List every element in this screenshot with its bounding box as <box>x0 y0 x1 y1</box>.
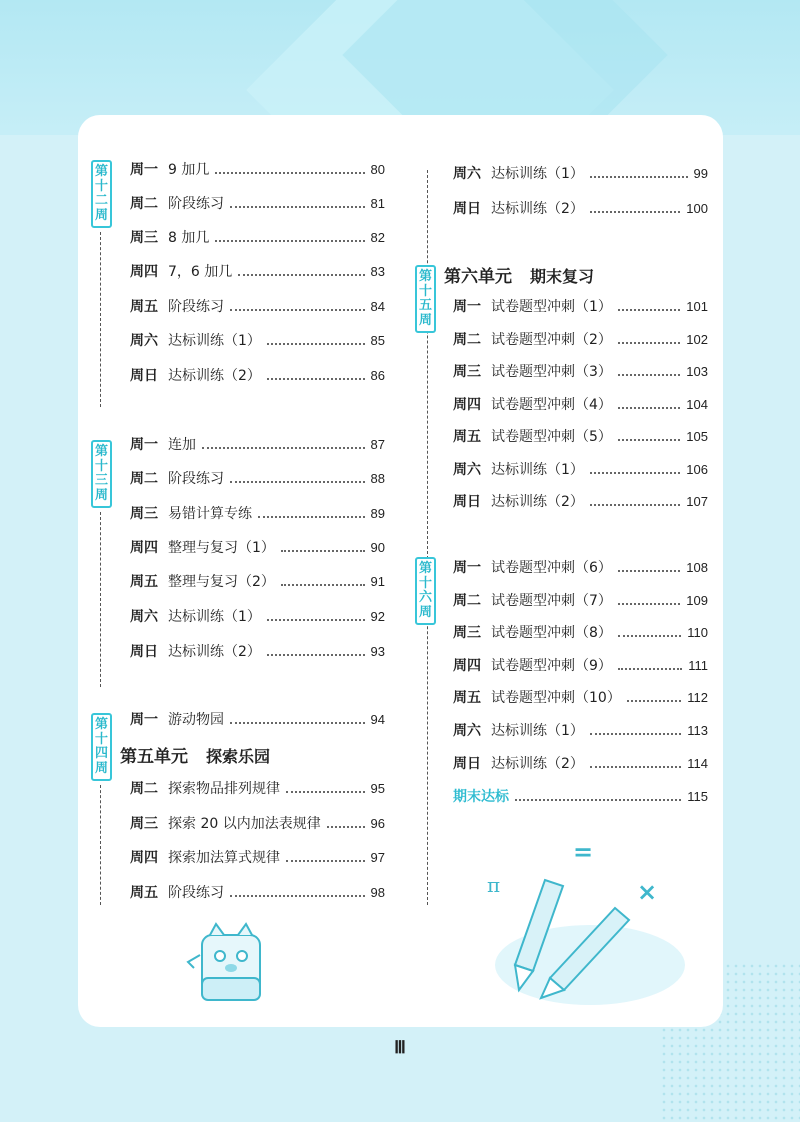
toc-entry[interactable]: 周一 连加 87 <box>130 436 385 453</box>
unit-5-heading: 第五单元 探索乐园 <box>120 747 271 767</box>
page-number: Ⅲ <box>394 1038 406 1057</box>
toc-entry[interactable]: 周六 达标训练（1） 99 <box>453 165 708 182</box>
toc-entry[interactable]: 周五 试卷题型冲刺（5） 105 <box>453 428 708 445</box>
toc-entry[interactable]: 周四 探索加法算式规律 97 <box>130 849 385 866</box>
week-12-tag: 第十二周 <box>91 160 112 228</box>
week-14-line <box>100 785 101 905</box>
toc-entry[interactable]: 周三 探索 20 以内加法表规律 96 <box>130 815 385 832</box>
toc-entry[interactable]: 周二 阶段练习 88 <box>130 470 385 487</box>
toc-entry[interactable]: 周二 试卷题型冲刺（2） 102 <box>453 331 708 348</box>
toc-entry[interactable]: 周六 达标训练（1） 106 <box>453 461 708 478</box>
toc-entry[interactable]: 周日 达标训练（2） 107 <box>453 493 708 510</box>
toc-entry[interactable]: 周五 整理与复习（2） 91 <box>130 573 385 590</box>
toc-entry[interactable]: 周日 达标训练（2） 86 <box>130 367 385 384</box>
pi-symbol: π <box>487 873 501 897</box>
times-symbol: × <box>637 878 658 906</box>
toc-entry[interactable]: 周日 达标训练（2） 93 <box>130 643 385 660</box>
toc-entry[interactable]: 周日 达标训练（2） 100 <box>453 200 708 217</box>
toc-entry[interactable]: 周四 7，6 加几 83 <box>130 263 385 280</box>
toc-entry[interactable]: 周四 整理与复习（1） 90 <box>130 539 385 556</box>
toc-entry[interactable]: 周三 试卷题型冲刺（8） 110 <box>453 624 708 641</box>
toc-entry-final[interactable]: 期末达标 115 <box>453 788 708 805</box>
toc-entry[interactable]: 周一 试卷题型冲刺（1） 101 <box>453 298 708 315</box>
toc-entry[interactable]: 周日 达标训练（2） 114 <box>453 755 708 772</box>
toc-entry[interactable]: 周一 试卷题型冲刺（6） 108 <box>453 559 708 576</box>
week-12-line <box>100 232 101 407</box>
toc-entry[interactable]: 周三 易错计算专练 89 <box>130 505 385 522</box>
toc-entry[interactable]: 周五 试卷题型冲刺（10） 112 <box>453 689 708 706</box>
toc-entry[interactable]: 周四 试卷题型冲刺（9） 111 <box>453 657 708 674</box>
unit-6-heading: 第六单元 期末复习 <box>444 267 595 287</box>
toc-entry[interactable]: 周二 试卷题型冲刺（7） 109 <box>453 592 708 609</box>
week-13-line <box>100 512 101 687</box>
sharpener-mascot-illustration <box>180 910 290 1020</box>
toc-entry[interactable]: 周六 达标训练（1） 92 <box>130 608 385 625</box>
toc-entry[interactable]: 周一 9 加几 80 <box>130 161 385 178</box>
week-15-tag: 第十五周 <box>415 265 436 333</box>
week-16-tag: 第十六周 <box>415 557 436 625</box>
toc-entry[interactable]: 周二 探索物品排列规律 95 <box>130 780 385 797</box>
toc-entry[interactable]: 周六 达标训练（1） 113 <box>453 722 708 739</box>
toc-entry[interactable]: 周五 阶段练习 98 <box>130 884 385 901</box>
toc-entry[interactable]: 周三 试卷题型冲刺（3） 103 <box>453 363 708 380</box>
toc-entry[interactable]: 周六 达标训练（1） 85 <box>130 332 385 349</box>
toc-entry[interactable]: 周五 阶段练习 84 <box>130 298 385 315</box>
week-13-tag: 第十三周 <box>91 440 112 508</box>
toc-entry[interactable]: 周二 阶段练习 81 <box>130 195 385 212</box>
equals-symbol: = <box>573 840 594 866</box>
toc-entry[interactable]: 周一 游动物园 94 <box>130 711 385 728</box>
toc-entry[interactable]: 周四 试卷题型冲刺（4） 104 <box>453 396 708 413</box>
week-14-tag: 第十四周 <box>91 713 112 781</box>
toc-entry[interactable]: 周三 8 加几 82 <box>130 229 385 246</box>
pencils-illustration <box>475 840 695 1010</box>
